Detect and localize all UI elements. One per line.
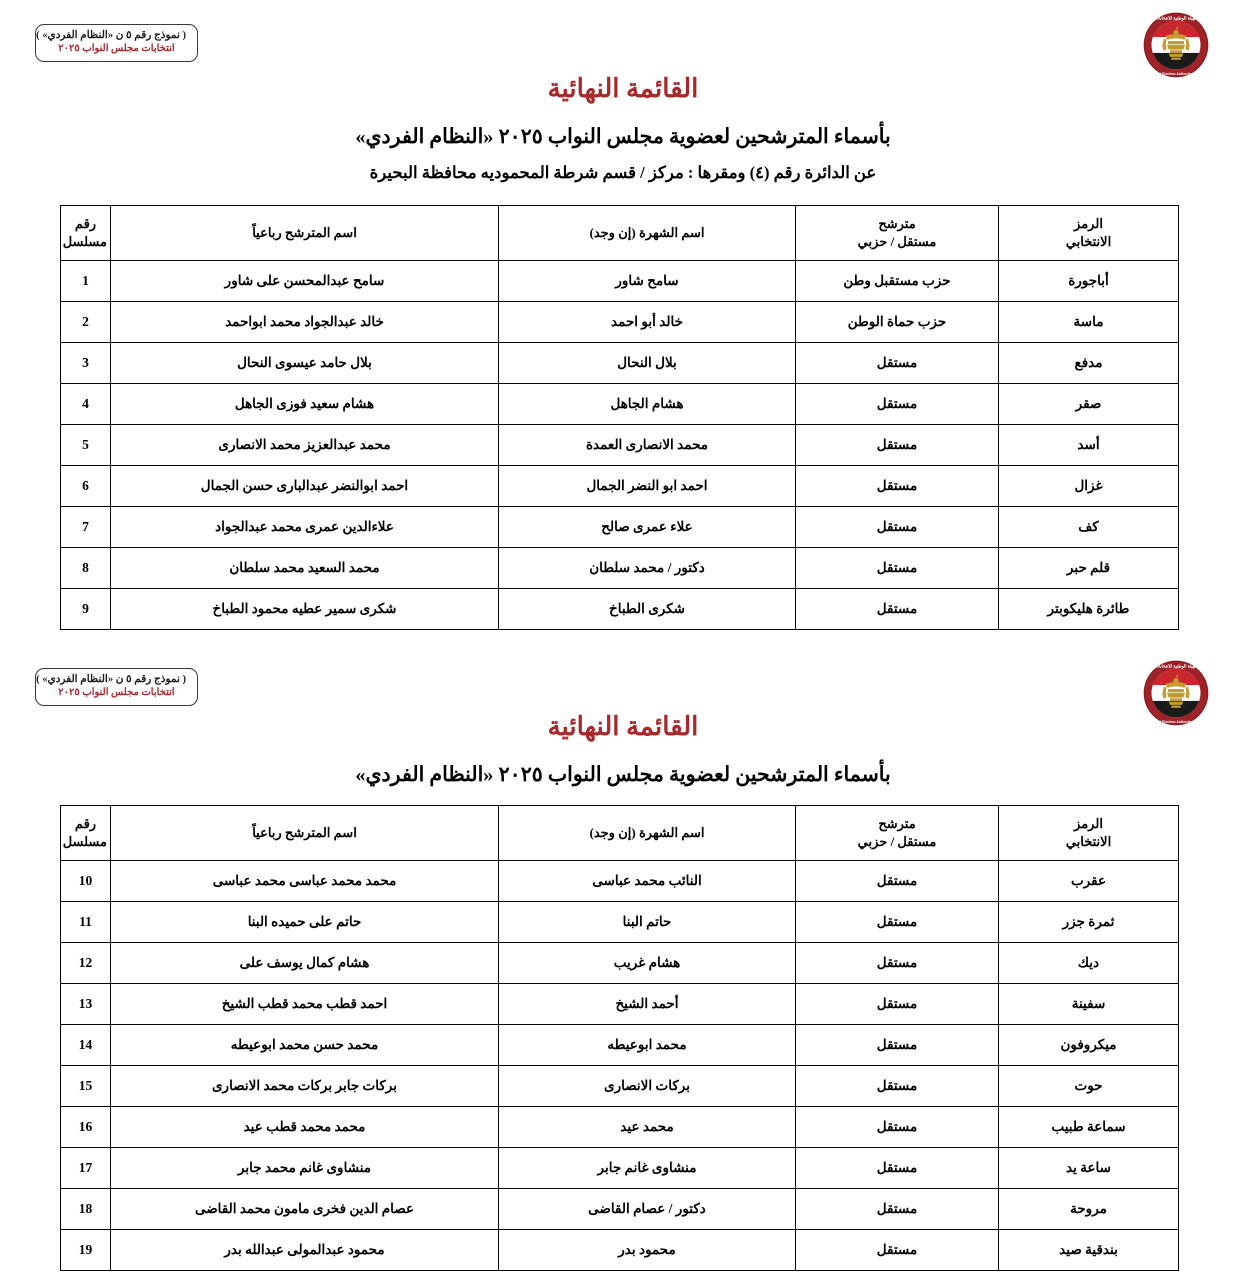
serial-cell: 10	[61, 861, 111, 902]
serial-cell: 13	[61, 984, 111, 1025]
svg-text:الهيئة الوطنية للانتخابات: الهيئة الوطنية للانتخابات	[1154, 15, 1198, 21]
full-name-cell: محمد السعيد محمد سلطان	[111, 548, 499, 589]
affiliation-cell: مستقل	[796, 589, 999, 630]
affiliation-cell: حزب مستقبل وطن	[796, 261, 999, 302]
nickname-cell: النائب محمد عباسى	[499, 861, 796, 902]
symbol-cell: طائرة هليكوبتر	[999, 589, 1179, 630]
column-header-serial-line-1: رقم	[74, 216, 97, 232]
table-row	[61, 1189, 1179, 1230]
table-row	[61, 861, 1179, 902]
affiliation-cell: مستقل	[796, 343, 999, 384]
constituency-line: عن الدائرة رقم (٤) ومقرها : مركز / قسم شرطة المحموديه محافظة البحيرة	[369, 163, 877, 182]
table-row	[61, 466, 1179, 507]
full-name-cell: منشاوى غانم محمد جابر	[111, 1148, 499, 1189]
full-name-cell: بلال حامد عيسوى النحال	[111, 343, 499, 384]
column-header-symbol-line-1: الرمز	[1074, 216, 1103, 232]
full-name-cell: محمد محمد قطب عيد	[111, 1107, 499, 1148]
table-row	[61, 1148, 1179, 1189]
table-row	[61, 943, 1179, 984]
full-name-cell: شكرى سمير عطيه محمود الطباخ	[111, 589, 499, 630]
candidates-table-body-page-2	[61, 861, 1179, 1271]
symbol-cell: غزال	[999, 466, 1179, 507]
nickname-cell: محمد عيد	[499, 1107, 796, 1148]
affiliation-cell: مستقل	[796, 861, 999, 902]
symbol-cell: ديك	[999, 943, 1179, 984]
serial-cell: 14	[61, 1025, 111, 1066]
form-stamp-page-1	[35, 24, 198, 62]
page-subtitle: بأسماء المترشحين لعضوية مجلس النواب ٢٠٢٥ «النظام الفردي»	[355, 126, 891, 148]
form-stamp-page-2	[35, 668, 198, 706]
document-page-2	[0, 650, 1246, 1280]
column-header-serial	[61, 206, 111, 261]
column-header-serial-line-1: رقم	[74, 816, 97, 832]
candidates-table-page-2	[60, 805, 1179, 1271]
column-header-symbol	[999, 206, 1179, 261]
nickname-cell: هشام غريب	[499, 943, 796, 984]
column-header-symbol	[999, 806, 1179, 861]
nickname-cell: محمد ابوعيطه	[499, 1025, 796, 1066]
symbol-cell: أباجورة	[999, 261, 1179, 302]
nickname-cell: بركات الانصارى	[499, 1066, 796, 1107]
column-header-nickname: اسم الشهرة (إن وجد)	[499, 206, 796, 261]
affiliation-cell: مستقل	[796, 1107, 999, 1148]
affiliation-cell: مستقل	[796, 902, 999, 943]
full-name-cell: حاتم على حميده البنا	[111, 902, 499, 943]
table-row	[61, 1066, 1179, 1107]
nea-seal-icon	[1143, 12, 1209, 78]
serial-cell: 19	[61, 1230, 111, 1271]
affiliation-cell: حزب حماة الوطن	[796, 302, 999, 343]
table-header-row	[61, 206, 1179, 261]
table-row	[61, 589, 1179, 630]
candidates-table-page-1	[60, 205, 1179, 630]
column-header-symbol-line-1: الرمز	[1074, 816, 1103, 832]
full-name-cell: هشام كمال يوسف على	[111, 943, 499, 984]
serial-cell: 12	[61, 943, 111, 984]
candidates-table-body-page-1	[61, 261, 1179, 630]
symbol-cell: كف	[999, 507, 1179, 548]
nickname-cell: حاتم البنا	[499, 902, 796, 943]
symbol-cell: بندقية صيد	[999, 1230, 1179, 1271]
svg-text:National Election Authority -: National Election Authority - Egypt	[1147, 720, 1205, 725]
full-name-cell: احمد ابوالنضر عبدالبارى حسن الجمال	[111, 466, 499, 507]
symbol-cell: سماعة طبيب	[999, 1107, 1179, 1148]
symbol-cell: قلم حبر	[999, 548, 1179, 589]
symbol-cell: مروحة	[999, 1189, 1179, 1230]
affiliation-cell: مستقل	[796, 1189, 999, 1230]
table-row	[61, 902, 1179, 943]
serial-cell: 9	[61, 589, 111, 630]
nickname-cell: سامح شاور	[499, 261, 796, 302]
nickname-cell: منشاوى غانم جابر	[499, 1148, 796, 1189]
full-name-cell: محمد حسن محمد ابوعيطه	[111, 1025, 499, 1066]
table-row	[61, 1230, 1179, 1271]
table-row	[61, 548, 1179, 589]
symbol-cell: ماسة	[999, 302, 1179, 343]
nickname-cell: دكتور / عصام القاضى	[499, 1189, 796, 1230]
full-name-cell: محمد عبدالعزيز محمد الانصارى	[111, 425, 499, 466]
full-name-cell: محمد محمد عباسى محمد عباسى	[111, 861, 499, 902]
column-header-symbol-line-2: الانتخابي	[1065, 834, 1112, 849]
serial-cell: 1	[61, 261, 111, 302]
table-row	[61, 302, 1179, 343]
symbol-cell: أسد	[999, 425, 1179, 466]
column-header-serial-line-2: مسلسل	[62, 834, 107, 849]
column-header-affiliation-line-1: مترشح	[878, 816, 916, 832]
page-title: القائمة النهائية	[547, 74, 699, 103]
full-name-cell: بركات جابر بركات محمد الانصارى	[111, 1066, 499, 1107]
form-stamp-line-1: ( نموذج رقم ٥ ن «النظام الفردي» )	[36, 674, 186, 685]
column-header-serial	[61, 806, 111, 861]
full-name-cell: احمد قطب محمد قطب الشيخ	[111, 984, 499, 1025]
table-row	[61, 984, 1179, 1025]
serial-cell: 16	[61, 1107, 111, 1148]
affiliation-cell: مستقل	[796, 425, 999, 466]
form-stamp-line-2: انتخابات مجلس النواب ٢٠٢٥	[58, 687, 175, 699]
full-name-cell: عصام الدين فخرى مامون محمد القاضى	[111, 1189, 499, 1230]
affiliation-cell: مستقل	[796, 548, 999, 589]
form-stamp-line-1: ( نموذج رقم ٥ ن «النظام الفردي» )	[36, 30, 186, 41]
nickname-cell: علاء عمرى صالح	[499, 507, 796, 548]
column-header-serial-line-2: مسلسل	[62, 234, 107, 249]
nickname-cell: دكتور / محمد سلطان	[499, 548, 796, 589]
serial-cell: 5	[61, 425, 111, 466]
nickname-cell: خالد أبو احمد	[499, 302, 796, 343]
column-header-full-name: اسم المترشح رباعياً	[111, 206, 499, 261]
full-name-cell: هشام سعيد فوزى الجاهل	[111, 384, 499, 425]
affiliation-cell: مستقل	[796, 384, 999, 425]
svg-text:الهيئة الوطنية للانتخابات: الهيئة الوطنية للانتخابات	[1154, 663, 1198, 669]
column-header-affiliation-line-1: مترشح	[878, 216, 916, 232]
column-header-nickname: اسم الشهرة (إن وجد)	[499, 806, 796, 861]
nickname-cell: هشام الجاهل	[499, 384, 796, 425]
table-row	[61, 343, 1179, 384]
table-row	[61, 1025, 1179, 1066]
nickname-cell: بلال النحال	[499, 343, 796, 384]
serial-cell: 4	[61, 384, 111, 425]
table-row	[61, 384, 1179, 425]
affiliation-cell: مستقل	[796, 943, 999, 984]
serial-cell: 8	[61, 548, 111, 589]
serial-cell: 11	[61, 902, 111, 943]
column-header-symbol-line-2: الانتخابي	[1065, 234, 1112, 249]
column-header-affiliation	[796, 206, 999, 261]
affiliation-cell: مستقل	[796, 1148, 999, 1189]
nickname-cell: احمد ابو النضر الجمال	[499, 466, 796, 507]
symbol-cell: مدفع	[999, 343, 1179, 384]
affiliation-cell: مستقل	[796, 466, 999, 507]
symbol-cell: ساعة يد	[999, 1148, 1179, 1189]
affiliation-cell: مستقل	[796, 1230, 999, 1271]
nickname-cell: شكرى الطباخ	[499, 589, 796, 630]
full-name-cell: علاءالدين عمرى محمد عبدالجواد	[111, 507, 499, 548]
page-title: القائمة النهائية	[547, 712, 699, 741]
table-row	[61, 425, 1179, 466]
serial-cell: 18	[61, 1189, 111, 1230]
page-subtitle: بأسماء المترشحين لعضوية مجلس النواب ٢٠٢٥ «النظام الفردي»	[355, 764, 891, 786]
table-header-row	[61, 806, 1179, 861]
nickname-cell: أحمد الشيخ	[499, 984, 796, 1025]
symbol-cell: عقرب	[999, 861, 1179, 902]
full-name-cell: سامح عبدالمحسن على شاور	[111, 261, 499, 302]
column-header-affiliation-line-2: مستقل / حزبي	[857, 834, 937, 849]
column-header-affiliation	[796, 806, 999, 861]
serial-cell: 3	[61, 343, 111, 384]
svg-text:National Election Authority -: National Election Authority - Egypt	[1147, 72, 1205, 77]
table-row	[61, 1107, 1179, 1148]
affiliation-cell: مستقل	[796, 507, 999, 548]
column-header-affiliation-line-2: مستقل / حزبي	[857, 234, 937, 249]
symbol-cell: ميكروفون	[999, 1025, 1179, 1066]
form-stamp-line-2: انتخابات مجلس النواب ٢٠٢٥	[58, 43, 175, 55]
nickname-cell: محمود بدر	[499, 1230, 796, 1271]
column-header-full-name: اسم المترشح رباعياً	[111, 806, 499, 861]
affiliation-cell: مستقل	[796, 1066, 999, 1107]
symbol-cell: ثمرة جزر	[999, 902, 1179, 943]
full-name-cell: محمود عبدالمولى عبدالله بدر	[111, 1230, 499, 1271]
serial-cell: 2	[61, 302, 111, 343]
nickname-cell: محمد الانصارى العمدة	[499, 425, 796, 466]
serial-cell: 7	[61, 507, 111, 548]
serial-cell: 17	[61, 1148, 111, 1189]
affiliation-cell: مستقل	[796, 984, 999, 1025]
serial-cell: 15	[61, 1066, 111, 1107]
symbol-cell: صقر	[999, 384, 1179, 425]
table-row	[61, 261, 1179, 302]
full-name-cell: خالد عبدالجواد محمد ابواحمد	[111, 302, 499, 343]
symbol-cell: سفينة	[999, 984, 1179, 1025]
serial-cell: 6	[61, 466, 111, 507]
affiliation-cell: مستقل	[796, 1025, 999, 1066]
symbol-cell: حوت	[999, 1066, 1179, 1107]
table-row	[61, 507, 1179, 548]
